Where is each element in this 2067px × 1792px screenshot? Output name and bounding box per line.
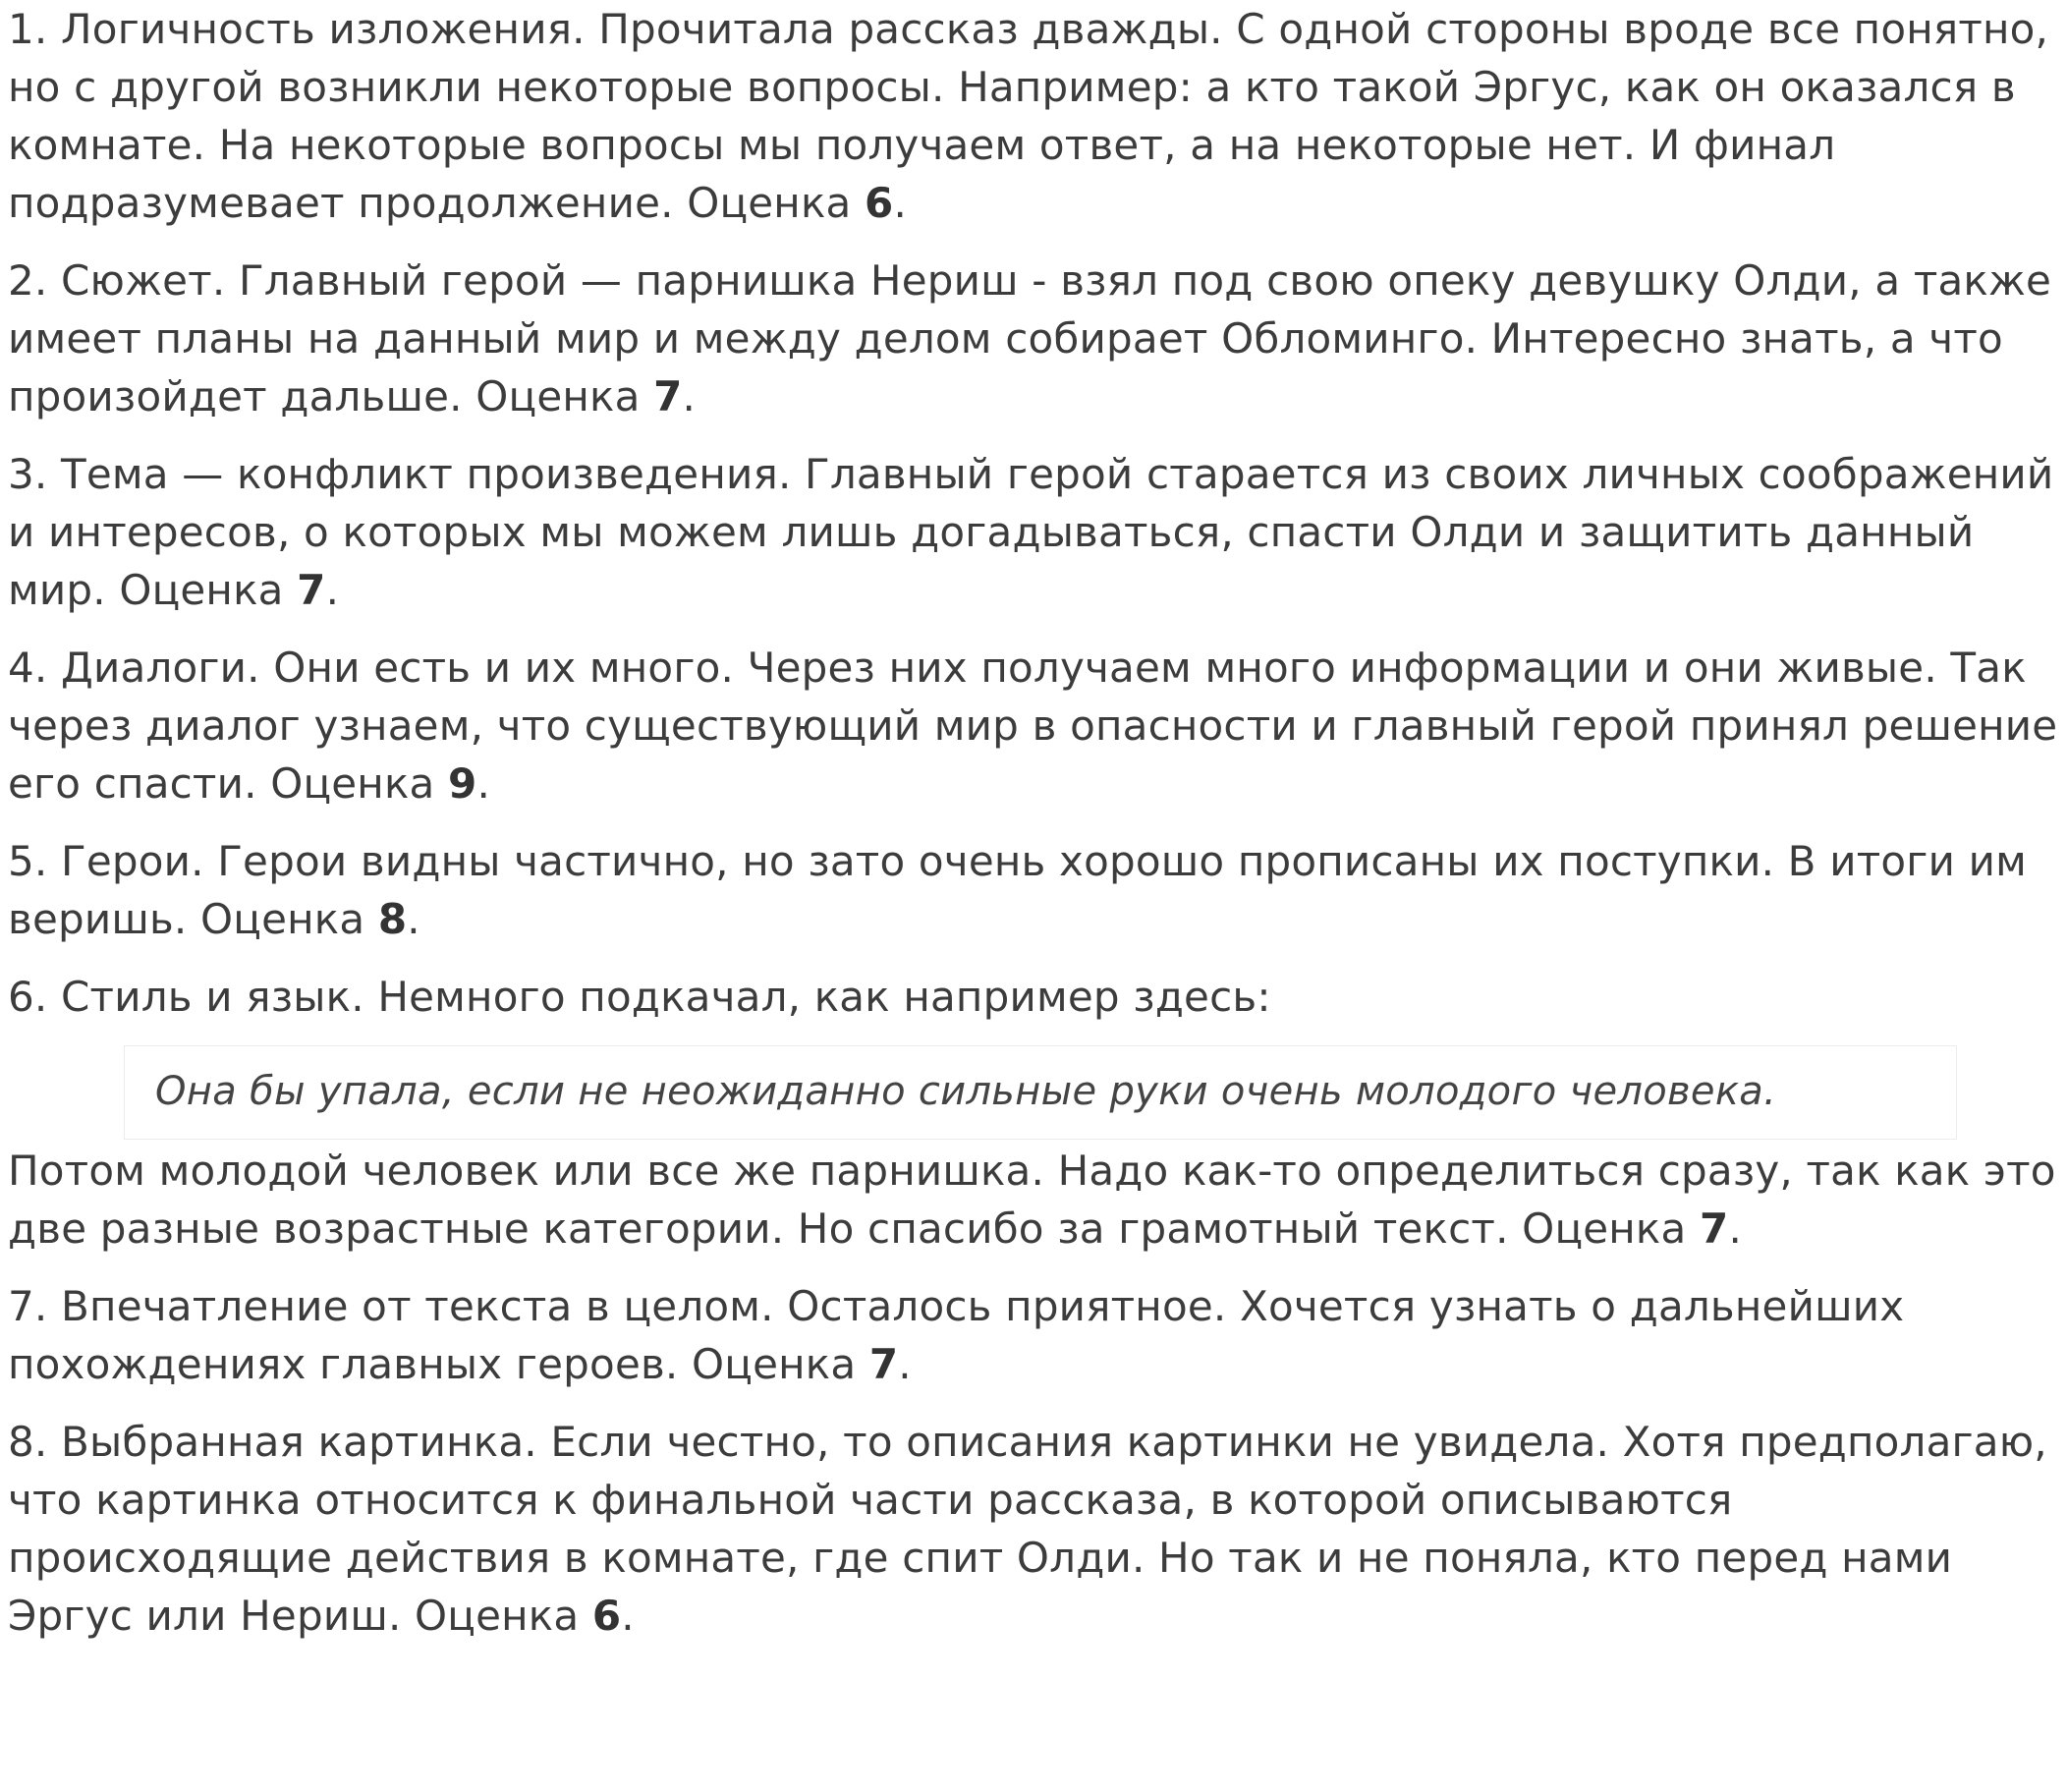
score-value: 8: [377, 895, 408, 943]
criterion-plot: [8, 252, 2063, 425]
criterion-text: 7. Впечатление от текста в целом. Осталось приятное. Хочется узнать о дальнейших похождениях главных героев. Оценка: [8, 1282, 1905, 1388]
criterion-text: 5. Герои. Герои видны частично, но зато очень хорошо прописаны их поступки. В итоги им веришь. Оценка: [8, 837, 2027, 943]
criterion-impression: [8, 1277, 2063, 1393]
score-value: 6: [591, 1592, 622, 1640]
criterion-dialogues: [8, 639, 2063, 812]
score-value: 6: [865, 179, 894, 227]
criterion-theme: [8, 445, 2063, 619]
criterion-text: 6. Стиль и язык. Немного подкачал, как например здесь:: [8, 973, 1271, 1021]
quoted-excerpt: Она бы упала, если не неожиданно сильные руки очень молодого человека.: [124, 1045, 1957, 1140]
score-value: 7: [297, 566, 326, 614]
score-value: 7: [653, 372, 683, 420]
criterion-text: 4. Диалоги. Они есть и их много. Через них получаем много информации и они живые. Так через диалог узнаем, что существующий мир в опасности и главный герой принял решение его спасти. Оценка: [8, 644, 2058, 808]
period: .: [898, 1340, 912, 1388]
criterion-text: 3. Тема — конфликт произведения. Главный герой старается из своих личных соображений и интересов, о которых мы можем лишь догадываться, спасти Олди и защитить данный мир. Оценка: [8, 450, 2054, 614]
criterion-style-comment: [8, 1142, 2063, 1258]
period: .: [325, 566, 340, 614]
period: .: [1728, 1204, 1742, 1253]
criterion-heroes: [8, 832, 2063, 948]
criterion-logic: [8, 0, 2063, 232]
period: .: [476, 759, 490, 808]
review-document: [8, 0, 2063, 1664]
score-value: 7: [1700, 1204, 1729, 1253]
score-value: 9: [448, 759, 477, 808]
criterion-picture: [8, 1413, 2063, 1645]
score-value: 7: [868, 1340, 899, 1388]
criterion-text: 8. Выбранная картинка. Если честно, то описания картинки не увидела. Хотя предполагаю, что картинка относится к финальной части рассказа, в которой описываются происходящие действия в комнате, где спит Олди. Но так и не поняла, кто перед нами Эргус или Нериш. Оценка: [8, 1418, 2047, 1640]
criterion-text: 1. Логичность изложения. Прочитала рассказ дважды. С одной стороны вроде все понятно, но с другой возникли некоторые вопросы. Например: а кто такой Эргус, как он оказался в комнате. На некоторые вопросы мы получаем ответ, а на некоторые нет. И финал подразумевает продолжение. Оценка: [8, 5, 2049, 227]
period: .: [621, 1592, 635, 1640]
period: .: [682, 372, 697, 420]
criterion-text: 2. Сюжет. Главный герой — парнишка Нериш - взял под свою опеку девушку Олди, а также имеет планы на данный мир и между делом собирает Обломинго. Интересно знать, а что произойдет дальше. Оценка: [8, 256, 2052, 420]
period: .: [407, 895, 420, 943]
criterion-text: Потом молодой человек или все же парнишка. Надо как-то определиться сразу, так как это две разные возрастные категории. Но спасибо за грамотный текст. Оценка: [8, 1147, 2056, 1253]
criterion-style-intro: [8, 968, 2063, 1026]
period: .: [893, 179, 908, 227]
